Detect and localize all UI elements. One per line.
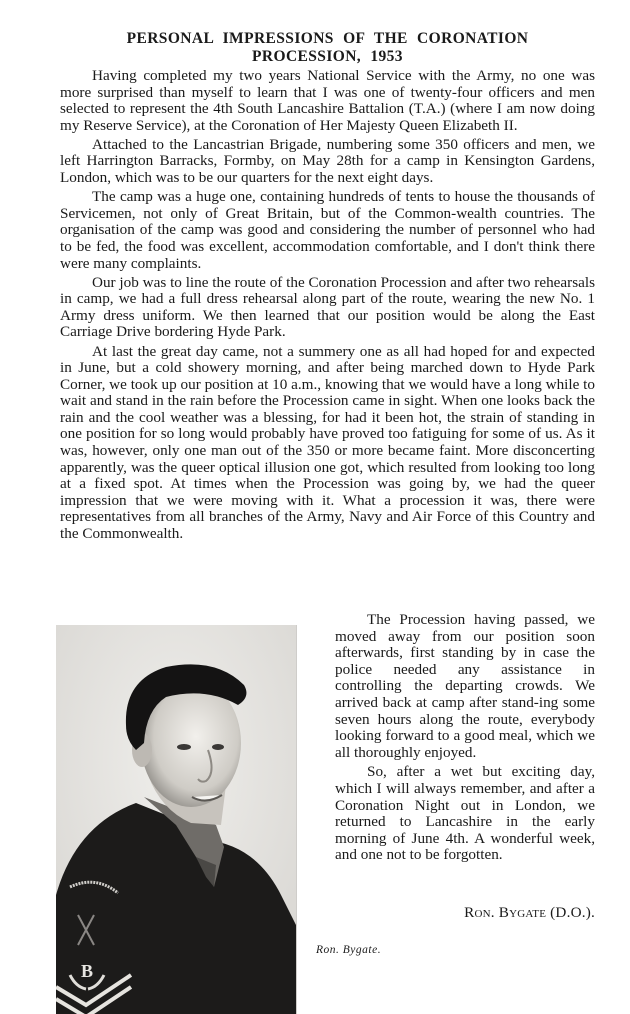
- photo-caption: Ron. Bygate.: [316, 944, 382, 956]
- article-body: [60, 68, 595, 545]
- article-right-column: [335, 612, 595, 867]
- paragraph: The camp was a huge one, containing hundreds of tents to house the thousands of Servicemen, not only of Great Britain, but of the Common-wealth countries. The organisation of the camp was good and considering the number of personnel who had to be fed, the food was excellent, accommodation comfortable, and I don't think there were many complaints.: [60, 188, 595, 272]
- portrait-photo: [56, 625, 297, 1014]
- paragraph: So, after a wet but exciting day, which I will always remember, and after a Coronation Night out in London, we returned to Lancashire in the early morning of June 4th. A wonderful week, and one not to be forgotten.: [335, 763, 595, 864]
- paragraph: The Procession having passed, we moved away from our position soon afterwards, first standing by in case the police needed any assistance in controlling the departing crowds. We arrived back at camp after stand-ing some seven hours along the route, everybody looking forward to a good meal, which we all thoroughly enjoyed.: [335, 611, 595, 761]
- author-signature: Ron. Bygate (D.O.).: [464, 904, 595, 921]
- paragraph: Attached to the Lancastrian Brigade, numbering some 350 officers and men, we left Harrington Barracks, Formby, on May 28th for a camp in Kensington Gardens, London, which was to be our quarters for the next eight days.: [60, 135, 595, 187]
- paragraph: Having completed my two years National Service with the Army, no one was more surprised than myself to learn that I was one of twenty-four officers and men selected to represent the 4th South Lancashire Battalion (T.A.) (where I am now doing my Reserve Service), at the Coronation of Her Majesty Queen Elizabeth II.: [60, 67, 595, 134]
- title-line-2: PROCESSION, 1953: [252, 48, 403, 65]
- paragraph: Our job was to line the route of the Coronation Procession and after two rehearsals in camp, we had a full dress rehearsal along part of the route, wearing the new No. 1 Army dress uniform. We then learned that our position would be along the East Carriage Drive bordering Hyde Park.: [60, 273, 595, 341]
- soldier-portrait-image: [56, 625, 296, 1014]
- paragraph: At last the great day came, not a summery one as all had hoped for and expected in June, but a cold showery morning, and after being marched down to Hyde Park Corner, we took up our position at 10 a.m., knowing that we would have a long while to wait and stand in the rain before the Procession came in sight. When one looks back the rain and the cool weather was a blessing, for had it been hot, the strain of standing in one position for so long would probably have proved too fatiguing for some of us. As it was, however, only one man out of the 350 or more became faint. More disconcerting apparently, was the queer optical illusion one got, which resulted from looking too long at a fixed spot. At times when the Procession was going by, we had the queer impression that we were moving with it. What a procession it was, there were representatives from all branches of the Army, Navy and Air Force of this Country and the Commonwealth.: [60, 342, 595, 543]
- title-line-1: PERSONAL IMPRESSIONS OF THE CORONATION: [126, 30, 529, 47]
- svg-text:B: B: [81, 961, 94, 981]
- article-title: [60, 30, 595, 66]
